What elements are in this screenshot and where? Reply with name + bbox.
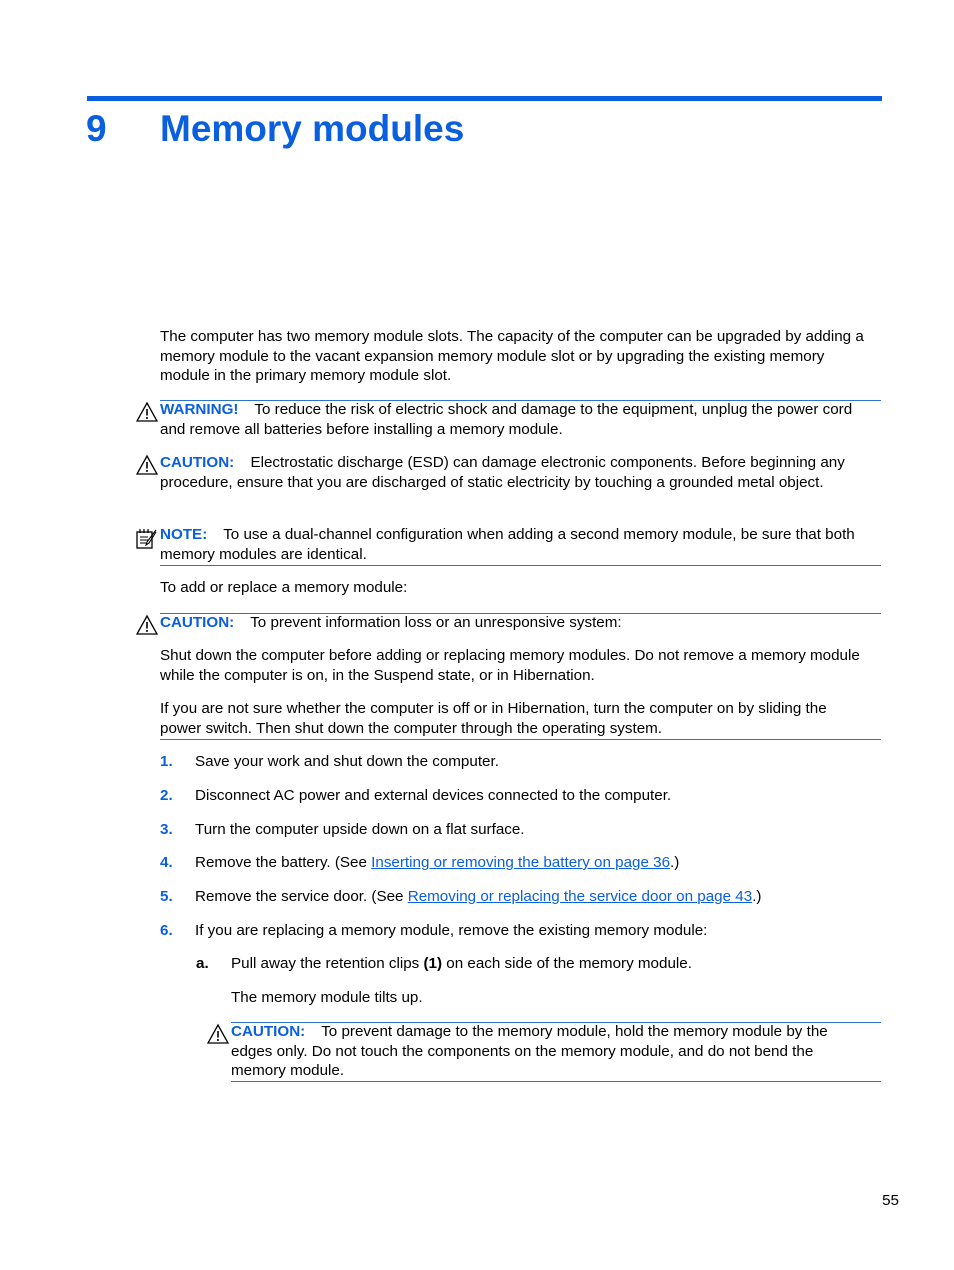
- caution-triangle-icon: [136, 614, 158, 636]
- caution-handling-notice: [231, 1022, 871, 1081]
- step-text: [195, 853, 875, 873]
- step-text: If you are replacing a memory module, remove the existing memory module:: [195, 922, 708, 939]
- caution-triangle-icon: [136, 454, 158, 476]
- substep-label: a.: [196, 955, 209, 972]
- step-text: Turn the computer upside down on a flat surface.: [195, 821, 525, 838]
- warning-label: WARNING!: [160, 401, 239, 418]
- step-number: 1.: [160, 753, 173, 770]
- warning-triangle-icon: [136, 401, 158, 423]
- step-text: Disconnect AC power and external devices connected to the computer.: [195, 787, 672, 804]
- note-bottom-rule: [160, 565, 881, 566]
- page-number: 55: [882, 1192, 899, 1209]
- chapter-title-bar: [87, 96, 882, 101]
- caution-shutdown-notice: [160, 613, 872, 633]
- caution-box-bottom-rule: [160, 739, 881, 740]
- caution-label: CAUTION:: [231, 1023, 306, 1040]
- caution-esd-notice: [160, 453, 872, 492]
- step-text-post: .): [752, 888, 762, 905]
- service-door-page-link[interactable]: Removing or replacing the service door on page 43: [407, 888, 753, 905]
- substep-text: [231, 954, 871, 974]
- procedure-lead: To add or replace a memory module:: [160, 579, 408, 596]
- chapter-number: 9: [86, 108, 107, 149]
- note-notice: [160, 525, 872, 564]
- caution-text: To prevent information loss or an unresponsive system:: [250, 614, 622, 631]
- caution-label: CAUTION:: [160, 614, 235, 631]
- warning-text: To reduce the risk of electric shock and damage to the equipment, unplug the power cord and remove all batteries before installing a memory module.: [160, 401, 853, 438]
- battery-page-link[interactable]: Inserting or removing the battery on page 36: [371, 854, 671, 871]
- step-text: [195, 887, 875, 907]
- caution-text: To prevent damage to the memory module, hold the memory module by the edges only. Do not touch the components on the memory module, and do not bend the memory module.: [231, 1023, 828, 1079]
- caution-text: Electrostatic discharge (ESD) can damage electronic components. Before beginning any procedure, ensure that you are discharged of static electricity by touching a grounded metal object.: [160, 454, 845, 491]
- step-number: 5.: [160, 888, 173, 905]
- step-text: Save your work and shut down the computer.: [195, 753, 499, 770]
- step-text-pre: Remove the battery. (See: [195, 854, 372, 871]
- step-number: 3.: [160, 821, 173, 838]
- intro-paragraph: The computer has two memory module slots. The capacity of the computer can be upgraded by adding a memory module to the vacant expansion memory module slot or by upgrading the existing memory module in the primary memory module slot.: [160, 328, 864, 384]
- caution-triangle-icon: [207, 1023, 229, 1045]
- chapter-title: Memory modules: [160, 108, 465, 149]
- step-number: 2.: [160, 787, 173, 804]
- caution-box-bottom-rule: [231, 1081, 881, 1082]
- substep-result: The memory module tilts up.: [231, 989, 423, 1006]
- note-pad-icon: [135, 527, 157, 549]
- note-text: To use a dual-channel configuration when adding a second memory module, be sure that both memory modules are identical.: [160, 526, 855, 563]
- note-label: NOTE:: [160, 526, 208, 543]
- step-text-pre: Remove the service door. (See: [195, 888, 408, 905]
- step-number: 6.: [160, 922, 173, 939]
- caution-paragraph: Shut down the computer before adding or replacing memory modules. Do not remove a memory module while the computer is on, in the Suspend state, or in Hibernation.: [160, 647, 860, 684]
- substep-text-post: on each side of the memory module.: [442, 955, 692, 972]
- warning-notice: [160, 400, 872, 439]
- caution-paragraph: If you are not sure whether the computer is off or in Hibernation, turn the computer on by sliding the power switch. Then shut down the computer through the operating system.: [160, 700, 827, 737]
- caution-label: CAUTION:: [160, 454, 235, 471]
- step-text-post: .): [670, 854, 680, 871]
- callout-number: (1): [423, 955, 443, 972]
- step-number: 4.: [160, 854, 173, 871]
- substep-text-pre: Pull away the retention clips: [231, 955, 424, 972]
